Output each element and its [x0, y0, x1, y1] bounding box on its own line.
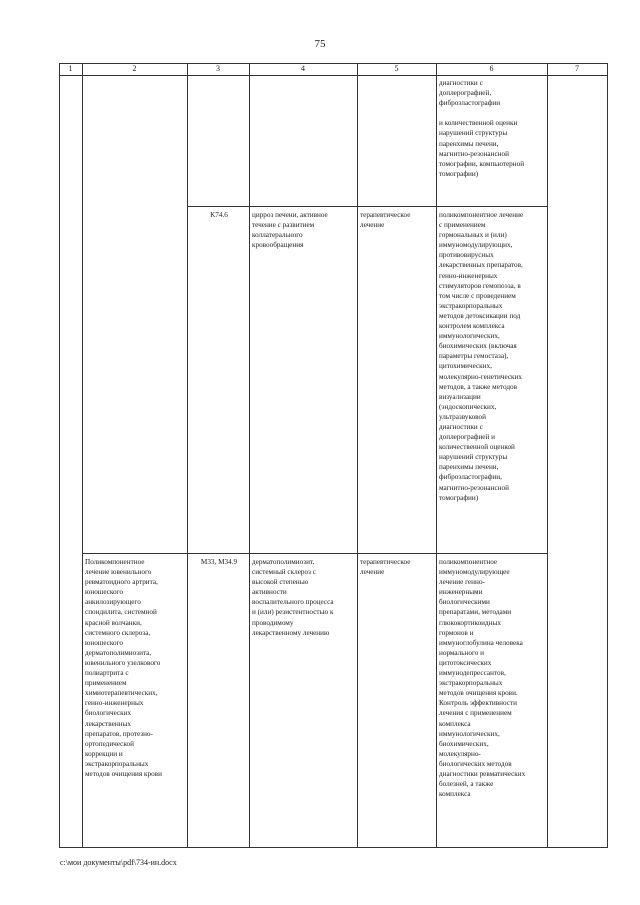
row1-bottom-border — [187, 206, 547, 207]
col-border-0 — [59, 63, 60, 848]
col-border-5 — [436, 63, 437, 848]
col-border-4 — [357, 63, 358, 848]
row2-model-cell: цирроз печени, активное течение с развитием коллатерального кровообращения — [252, 211, 328, 250]
column-number-1: 1 — [68, 64, 73, 73]
footer-file-path: c:\мои документы\pdf\734-ин.docx — [60, 858, 177, 867]
col-border-6 — [547, 63, 548, 848]
row3-treatment-type-cell: терапевтическое лечение — [360, 558, 411, 577]
row2-methods-cell: поликомпонентное лечение с применением гормональных и (или) иммуномодулирующих, противовирусных лекарственных препаратов, генно-инженерных стимуляторов гемопоэза, в том числе с проведением экстракорпоральных методов детоксикации под контролем комплекса иммунологических, биохимических (включая параметры гемостаза), цитохимических, молекулярно-генетических методов, а также методов визуализации (эндоскопических, ультразвуковой диагностики с доплерографией и количественной оценкой нарушений структуры паренхимы печени, фиброэластографии, магнитно-резонансной томографии) — [439, 211, 524, 502]
row3-model-cell: дерматополимиозит, системный склероз с высокой степенью активности воспалительного процесса и (или) резистентностью к проводимому лекарственному лечению — [252, 558, 334, 637]
column-number-7: 7 — [575, 64, 579, 73]
col-border-1 — [82, 63, 83, 848]
row2-bottom-border — [82, 553, 547, 554]
row3-code-cell: M33, M34.9 — [200, 558, 238, 566]
row2-treatment-type-cell: терапевтическое лечение — [360, 211, 411, 230]
row3-care-type-cell: Поликомпонентное лечение ювенильного ревматоидного артрита, юношеского анкилозирующего спондилита, системной красной волчанки, системного склероза, юношеского дерматополимиозита, ювенильного узелкового полиартрита с применением химиотерапевтических, генно-инженерных биологических лекарственных препаратов, протезно- ортопедической коррекции и экстракорпоральных методов очищения крови — [85, 558, 162, 778]
column-number-3: 3 — [216, 64, 220, 73]
row2-code-cell: K74.6 — [210, 211, 228, 219]
table-bottom-border — [59, 847, 607, 848]
page-number: 75 — [314, 38, 326, 50]
col-border-3 — [249, 63, 250, 848]
column-number-2: 2 — [132, 64, 137, 73]
row3-methods-cell: поликомпонентное иммуномодулирующее лечение генно- инженерными биологическими препаратами, методами глюкокортикоидных гормонов и иммуноглобулина человека нормального и цитотоксических иммунодепрессантов, экстракорпоральных методов очищения крови. Контроль эффективности лечения с применением комплекса иммунологических, биохимических, молекулярно- биологических методов диагностики ревматических болезней, а также комплекса — [439, 558, 526, 799]
header-bottom-border — [59, 75, 607, 76]
col-border-7 — [607, 63, 608, 848]
row1-methods-cell: диагностики с доплерографией, фиброэластографии и количественной оценки нарушений структуры паренхимы печени, магнитно-резонансной томографии, компьютерной томографии) — [439, 79, 525, 178]
col-border-2 — [187, 63, 188, 848]
column-number-6: 6 — [489, 64, 494, 73]
column-number-4: 4 — [301, 64, 305, 73]
column-number-5: 5 — [394, 64, 399, 73]
